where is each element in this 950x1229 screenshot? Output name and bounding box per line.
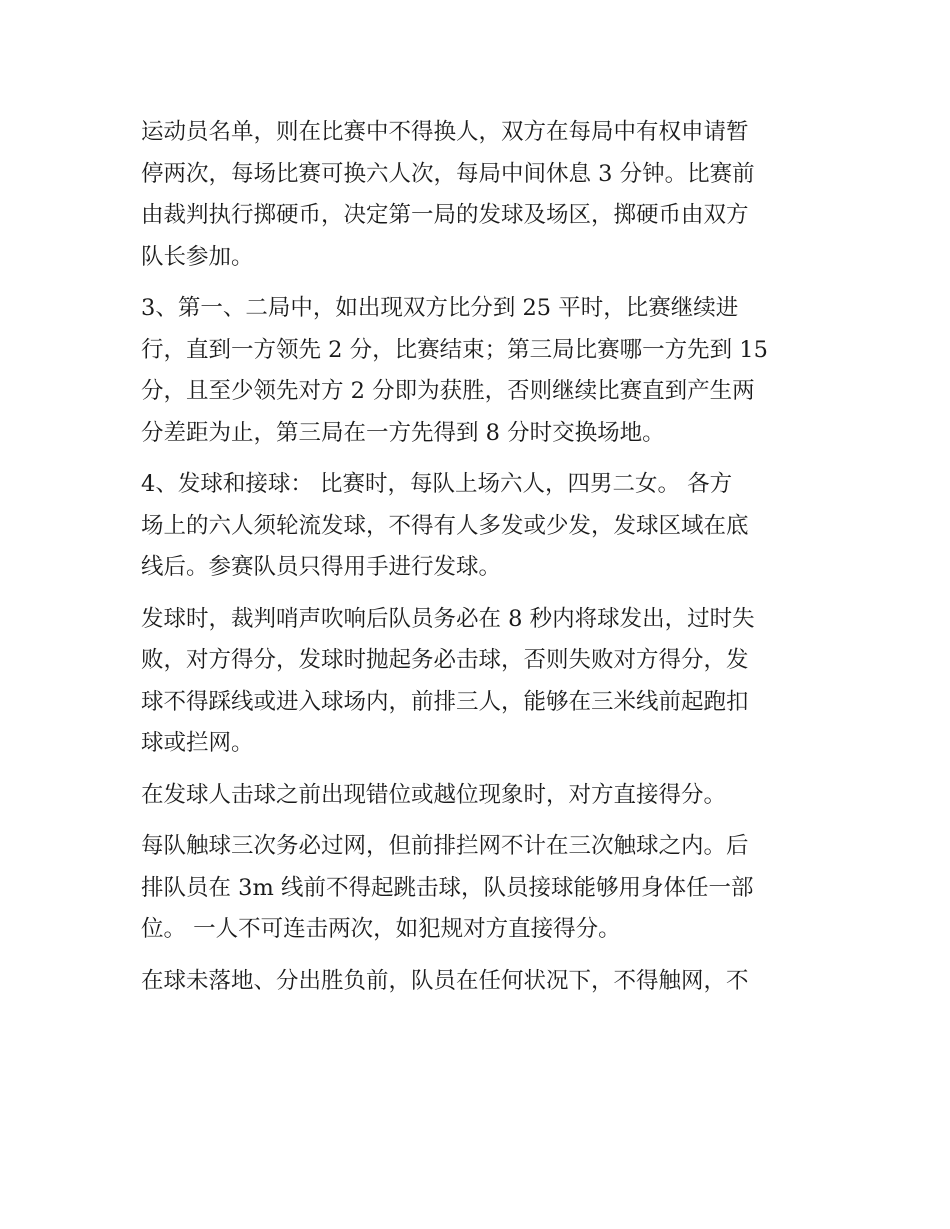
text-line: 发球时，裁判哨声吹响后队员务必在 8 秒内将球发出，过时失	[141, 605, 755, 632]
text-line: 排队员在 3m 线前不得起跳击球，队员接球能够用身体任一部	[141, 874, 754, 901]
text-line: 球不得踩线或进入球场内，前排三人，能够在三米线前起跑扣	[141, 688, 749, 715]
paragraph-scoring-rules	[141, 288, 821, 454]
paragraph-gap	[141, 951, 821, 961]
text-line: 线后。参赛队员只得用手进行发球。	[141, 554, 502, 580]
document-body	[141, 112, 821, 1002]
text-line: 分差距为止，第三局在一方先得到 8 分时交换场地。	[141, 419, 665, 446]
text-line: 行，直到一方领先 2 分，比赛结束；第三局比赛哪一方先到 15	[141, 336, 768, 363]
text-line: 场上的六人须轮流发球，不得有人多发或少发，发球区域在底	[141, 512, 749, 539]
text-line: 每队触球三次务必过网，但前排拦网不计在三次触球之内。后	[141, 833, 749, 859]
paragraph-serve-receive	[141, 464, 821, 589]
text-line: 运动员名单，则在比赛中不得换人，双方在每局中有权申请暂	[141, 119, 749, 145]
text-line: 在球未落地、分出胜负前，队员在任何状况下，不得触网，不	[141, 967, 749, 994]
paragraph-net-rules	[141, 961, 821, 1003]
text-line: 败，对方得分，发球时抛起务必击球，否则失败对方得分，发	[141, 647, 749, 673]
paragraph-touch-rules	[141, 826, 821, 951]
text-line: 队长参加。	[141, 243, 254, 270]
paragraph-gap	[141, 589, 821, 599]
paragraph-serve-timing	[141, 599, 821, 765]
paragraph-gap	[141, 278, 821, 288]
paragraph-gap	[141, 816, 821, 826]
text-line: 由裁判执行掷硬币，决定第一局的发球及场区，掷硬币由双方	[141, 202, 749, 228]
text-line: 停两次，每场比赛可换六人次，每局中间休息 3 分钟。比赛前	[141, 160, 755, 187]
text-line: 在发球人击球之前出现错位或越位现象时，对方直接得分。	[141, 781, 727, 808]
text-line: 球或拦网。	[141, 730, 254, 756]
paragraph-position-fault	[141, 775, 821, 817]
text-line: 3、第一、二局中，如出现双方比分到 25 平时，比赛继续进	[141, 295, 739, 321]
text-line: 位。 一人不可连击两次，如犯规对方直接得分。	[141, 916, 621, 942]
text-line: 4、发球和接球： 比赛时，每队上场六人，四男二女。 各方	[141, 471, 733, 497]
paragraph-roster-rules	[141, 112, 821, 278]
paragraph-gap	[141, 765, 821, 775]
text-line: 分，且至少领先对方 2 分即为获胜，否则继续比赛直到产生两	[141, 378, 755, 404]
paragraph-gap	[141, 454, 821, 464]
